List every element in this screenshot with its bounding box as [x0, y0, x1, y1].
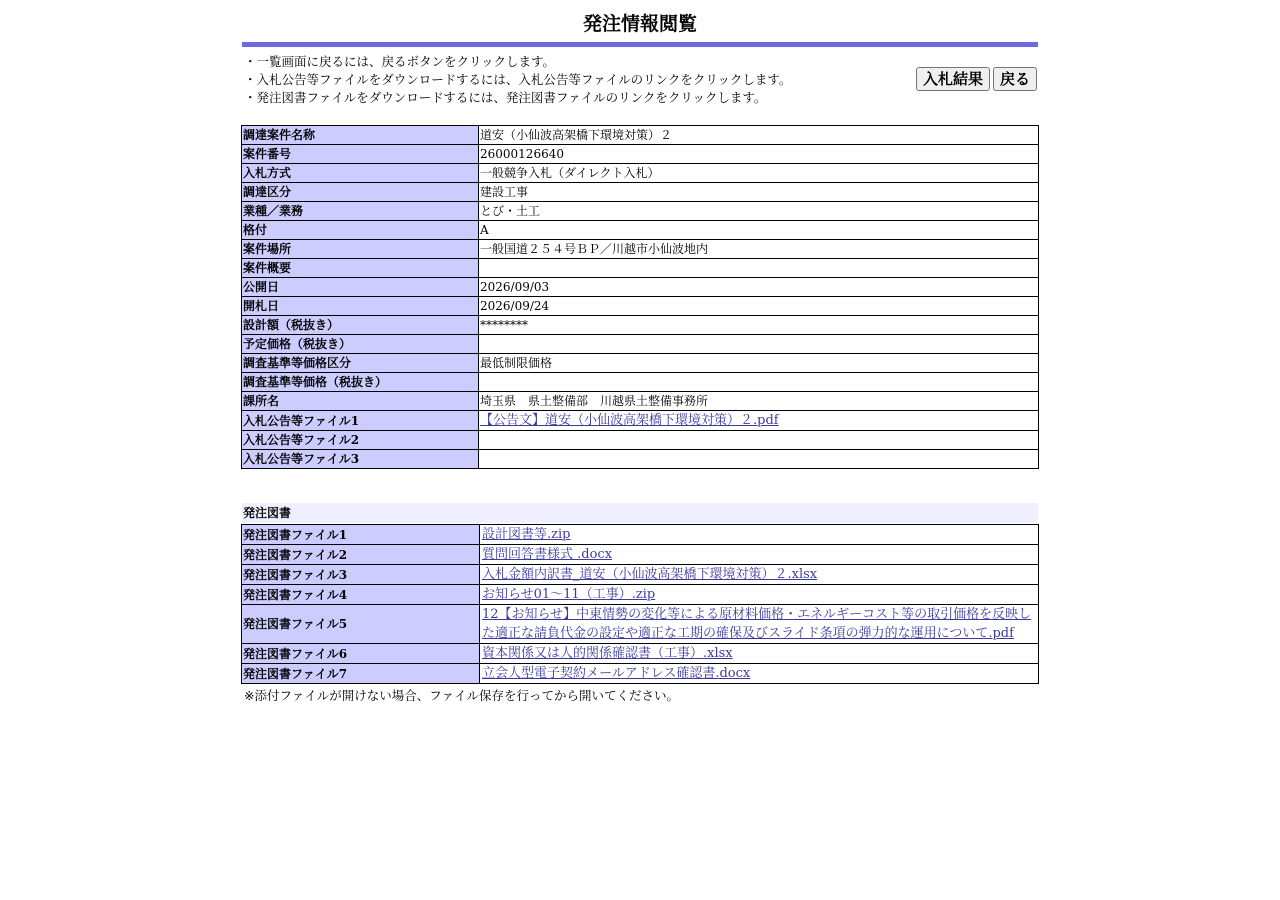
table-row [242, 373, 1039, 392]
row-label: 業種／業務 [242, 202, 479, 221]
button-group [916, 67, 1037, 91]
row-label: 格付 [242, 221, 479, 240]
table-row [242, 664, 1039, 684]
row-label: 案件番号 [242, 145, 479, 164]
row-label: 入札公告等ファイル1 [242, 411, 479, 431]
page-title: 発注情報閲覧 [582, 13, 697, 35]
table-row [242, 259, 1039, 278]
row-label: 発注図書ファイル4 [242, 585, 480, 605]
row-value [480, 545, 1039, 565]
drawing-file-link[interactable]: 質問回答書様式 .docx [482, 547, 613, 562]
row-label: 発注図書ファイル7 [242, 664, 480, 684]
table-row [242, 392, 1039, 411]
row-value: 建設工事 [479, 183, 1039, 202]
row-value [480, 585, 1039, 605]
row-label: 入札公告等ファイル2 [242, 431, 479, 450]
row-value [480, 664, 1039, 684]
drawing-file-link[interactable]: 設計図書等.zip [482, 527, 571, 542]
help-line: ・一覧画面に戻るには、戻るボタンをクリックします。 [244, 54, 556, 69]
row-label: 調査基準等価格区分 [242, 354, 479, 373]
table-row [242, 525, 1039, 545]
table-row [242, 605, 1039, 644]
table-row [242, 450, 1039, 469]
row-value [479, 431, 1039, 450]
row-label: 発注図書ファイル2 [242, 545, 480, 565]
table-row [242, 411, 1039, 431]
row-value [479, 335, 1039, 354]
back-button[interactable]: 戻る [993, 67, 1037, 91]
row-value: とび・土工 [479, 202, 1039, 221]
row-label: 設計額（税抜き） [242, 316, 479, 335]
footer-note: ※添付ファイルが開けない場合、ファイル保存を行ってから開いてください。 [244, 688, 679, 703]
table-row [242, 145, 1039, 164]
drawing-file-link[interactable]: 資本関係又は人的関係確認書（工事）.xlsx [482, 646, 733, 661]
row-label: 発注図書ファイル1 [242, 525, 480, 545]
row-value: 一般競争入札（ダイレクト入札） [479, 164, 1039, 183]
row-value: A [479, 221, 1039, 240]
table-row [242, 278, 1039, 297]
row-value [480, 525, 1039, 545]
row-label: 調達案件名称 [242, 126, 479, 145]
row-value: 26000126640 [479, 145, 1039, 164]
row-value: 一般国道２５４号ＢＰ／川越市小仙波地内 [479, 240, 1039, 259]
table-row [242, 316, 1039, 335]
help-line: ・発注図書ファイルをダウンロードするには、発注図書ファイルのリンクをクリックします。 [244, 90, 767, 105]
row-value: 道安（小仙波高架橋下環境対策）２ [479, 126, 1039, 145]
row-label: 案件概要 [242, 259, 479, 278]
table-row [242, 164, 1039, 183]
title-divider [242, 42, 1038, 47]
table-row [242, 202, 1039, 221]
row-label: 発注図書ファイル6 [242, 644, 480, 664]
table-row [242, 221, 1039, 240]
table-row [242, 644, 1039, 664]
row-value: 2026/09/24 [479, 297, 1039, 316]
row-label: 案件場所 [242, 240, 479, 259]
row-label: 発注図書ファイル5 [242, 605, 480, 644]
row-label: 開札日 [242, 297, 479, 316]
table-row [242, 354, 1039, 373]
row-label: 入札方式 [242, 164, 479, 183]
row-value [479, 373, 1039, 392]
drawing-file-link[interactable]: 12【お知らせ】中東情勢の変化等による原材料価格・エネルギーコスト等の取引価格を反映した適正な請負代金の設定や適正な工期の確保及びスライド条項の弾力的な運用について.pdf [482, 607, 1032, 641]
row-value [479, 259, 1039, 278]
help-line: ・入札公告等ファイルをダウンロードするには、入札公告等ファイルのリンクをクリックします。 [244, 72, 792, 87]
table-row [242, 126, 1039, 145]
drawings-section-title: 発注図書 [242, 503, 1038, 523]
row-value: 2026/09/03 [479, 278, 1039, 297]
drawings-file-table [241, 524, 1039, 684]
row-label: 調達区分 [242, 183, 479, 202]
table-row [242, 183, 1039, 202]
table-row [242, 545, 1039, 565]
case-info-table [241, 125, 1039, 469]
row-label: 予定価格（税抜き） [242, 335, 479, 354]
row-label: 課所名 [242, 392, 479, 411]
row-label: 調査基準等価格（税抜き） [242, 373, 479, 392]
notice-file-link[interactable]: 【公告文】道安（小仙波高架橋下環境対策）２.pdf [480, 413, 779, 428]
row-label: 公開日 [242, 278, 479, 297]
row-value: ******** [479, 316, 1039, 335]
table-row [242, 585, 1039, 605]
row-value [480, 605, 1039, 644]
help-section [242, 53, 1038, 109]
drawing-file-link[interactable]: お知らせ01～11（工事）.zip [482, 587, 656, 602]
row-value [480, 565, 1039, 585]
page-container [242, 0, 1038, 705]
row-value [479, 450, 1039, 469]
bid-results-button[interactable]: 入札結果 [916, 67, 990, 91]
table-row [242, 240, 1039, 259]
row-value [479, 411, 1039, 431]
row-value: 最低制限価格 [479, 354, 1039, 373]
table-row [242, 297, 1039, 316]
table-row [242, 431, 1039, 450]
row-label: 入札公告等ファイル3 [242, 450, 479, 469]
row-value [480, 644, 1039, 664]
table-row [242, 565, 1039, 585]
drawing-file-link[interactable]: 立会人型電子契約メールアドレス確認書.docx [482, 666, 751, 681]
drawing-file-link[interactable]: 入札金額内訳書_道安（小仙波高架橋下環境対策）２.xlsx [482, 567, 818, 582]
row-label: 発注図書ファイル3 [242, 565, 480, 585]
table-row [242, 335, 1039, 354]
row-value: 埼玉県 県土整備部 川越県土整備事務所 [479, 392, 1039, 411]
